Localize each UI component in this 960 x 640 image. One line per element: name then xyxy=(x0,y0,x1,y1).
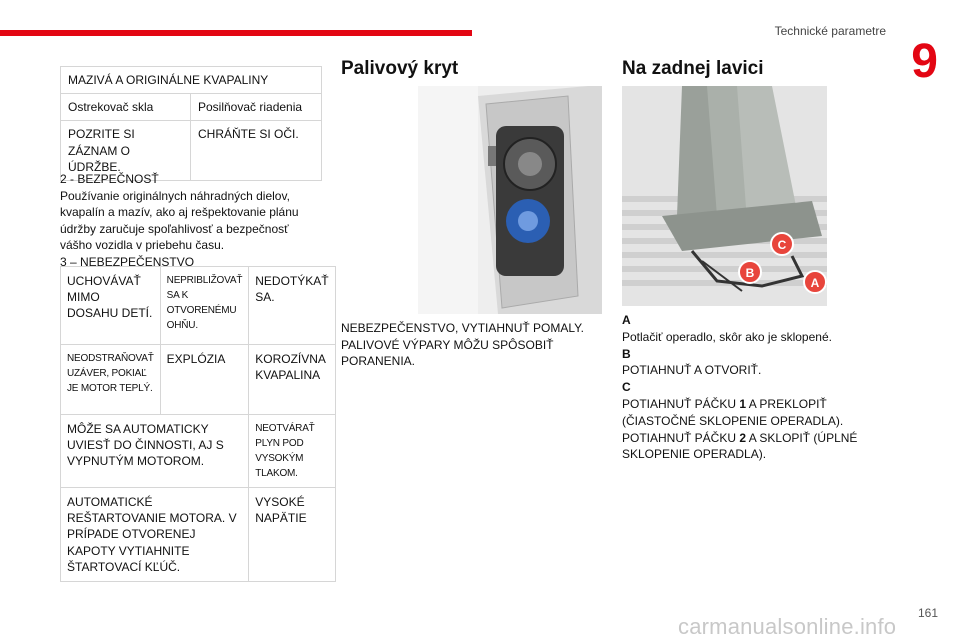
table-cell: NEODSTRAŇOVAŤ UZÁVER, POKIAĽ JE MOTOR TEPLÝ. xyxy=(61,345,161,415)
step-b-text: POTIAHNUŤ A OTVORIŤ. xyxy=(622,363,762,378)
table-cell: POZRITE SI ZÁZNAM O ÚDRŽBE. xyxy=(61,121,191,181)
header-title: Technické parametre xyxy=(774,24,886,38)
step-c-text-1-pre: POTIAHNUŤ PÁČKU xyxy=(622,396,740,411)
rear-bench-illustration xyxy=(622,86,827,306)
step-a-text: Potlačiť operadlo, skôr ako je sklopené. xyxy=(622,329,832,344)
danger-heading: 3 – NEBEZPEČENSTVO xyxy=(60,254,195,269)
table-cell: VYSOKÉ NAPÄTIE xyxy=(249,488,335,582)
lubricants-table xyxy=(60,66,322,181)
lever-number-1: 1 xyxy=(739,396,747,411)
table-cell: EXPLÓZIA xyxy=(160,345,249,415)
table-cell: Ostrekovač skla xyxy=(61,94,191,121)
label-b-text: B xyxy=(745,266,755,280)
table-header-cell: MAZIVÁ A ORIGINÁLNE KVAPALINY xyxy=(61,67,322,94)
table-cell: Posilňovač riadenia xyxy=(191,94,322,121)
safety-paragraph xyxy=(60,171,322,270)
step-c-text-2-pre: POTIAHNUŤ PÁČKU xyxy=(622,430,740,445)
table-row xyxy=(61,67,322,94)
table-row xyxy=(61,345,336,415)
safety-body: Používanie originálnych náhradných dielov, kvapalín a mazív, ako aj rešpektovanie plánu údržby zaručuje spoľahlivosť a bezpečnosť vášho vozidla v priebehu času. xyxy=(60,188,299,253)
step-c-text-2 xyxy=(622,430,882,464)
chapter-number: 9 xyxy=(911,35,938,88)
table-row xyxy=(61,94,322,121)
fuel-flap-drawing xyxy=(418,86,602,314)
table-row xyxy=(61,488,336,582)
step-b-label: B xyxy=(622,346,631,361)
table-cell: NEOTVÁRAŤ PLYN POD VYSOKÝM TLAKOM. xyxy=(249,415,335,488)
watermark: carmanualsonline.info xyxy=(678,614,897,639)
rear-bench-instructions xyxy=(622,312,882,463)
header-accent-bar xyxy=(0,30,472,36)
fuel-cap-title: Palivový kryt xyxy=(341,58,459,79)
danger-table xyxy=(60,266,336,582)
lever-number-2: 2 xyxy=(739,430,747,445)
table-cell: CHRÁŇTE SI OČI. xyxy=(191,121,322,181)
table-cell: NEPRIBLIŽOVAŤ SA K OTVORENÉMU OHŇU. xyxy=(160,267,249,345)
fuel-flap-illustration xyxy=(418,86,602,314)
table-cell: KOROZÍVNA KVAPALINA xyxy=(249,345,335,415)
step-a-label: A xyxy=(622,313,631,327)
table-cell: MÔŽE SA AUTOMATICKY UVIESŤ DO ČINNOSTI, AJ S VYPNUTÝM MOTOROM. xyxy=(61,415,249,488)
table-row xyxy=(61,267,336,345)
table-cell: AUTOMATICKÉ REŠTARTOVANIE MOTORA. V PRÍPADE OTVORENEJ KAPOTY VYTIAHNITE ŠTARTOVACÍ KĽÚČ. xyxy=(61,488,249,582)
table-cell: NEDOTÝKAŤ SA. xyxy=(249,267,335,345)
table-row xyxy=(61,415,336,488)
step-c-text-1-post: A PREKLOPIŤ (ČIASTOČNÉ SKLOPENIE OPERADLA). xyxy=(622,396,844,428)
page-number: 161 xyxy=(917,606,938,620)
rear-bench-drawing xyxy=(622,86,827,306)
label-c-text: C xyxy=(777,238,787,252)
step-c-text-2-post: A SKLOPIŤ (ÚPLNÉ SKLOPENIE OPERADLA). xyxy=(622,430,858,462)
step-c-text-1 xyxy=(622,396,882,430)
fuel-warning-text: NEBEZPEČENSTVO, VYTIAHNUŤ POMALY. PALIVOVÉ VÝPARY MÔŽU SPÔSOBIŤ PORANENIA. xyxy=(341,321,584,369)
rear-bench-title: Na zadnej lavici xyxy=(622,58,764,79)
table-cell: UCHOVÁVAŤ MIMO DOSAHU DETÍ. xyxy=(61,267,161,345)
step-c-label: C xyxy=(622,380,631,395)
label-a-text: A xyxy=(810,276,820,290)
safety-heading: 2 - BEZPEČNOSŤ xyxy=(60,172,159,186)
